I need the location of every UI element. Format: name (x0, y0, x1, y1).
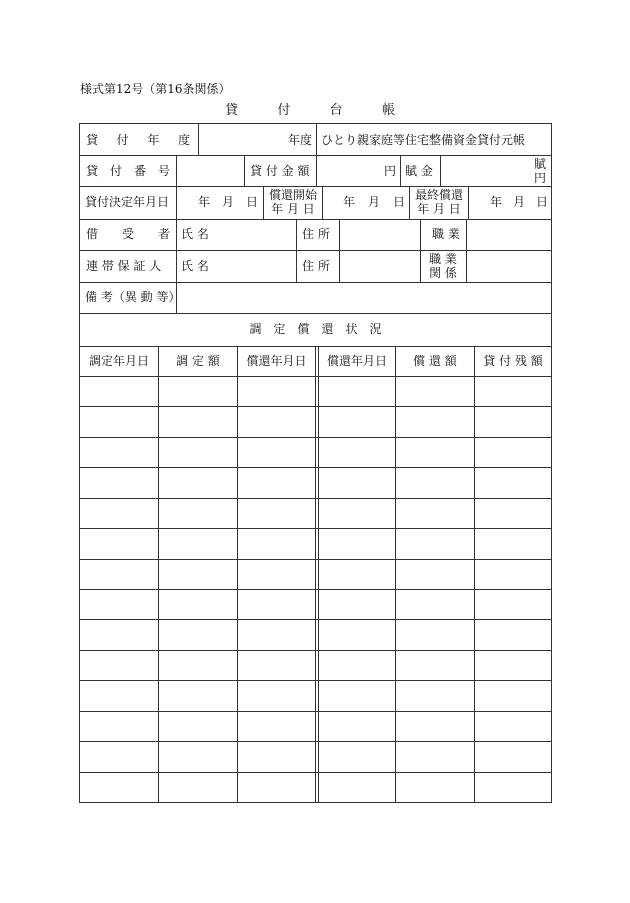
cell-divider (296, 219, 297, 282)
table-row-divider (80, 467, 551, 468)
cell-divider (176, 219, 177, 282)
occupation-label: 職 業 (432, 227, 460, 241)
table-row-divider (80, 589, 551, 590)
installment-label: 賦 金 (405, 164, 433, 178)
table-row-divider (80, 741, 551, 742)
column-divider (318, 346, 319, 802)
row-divider (80, 219, 551, 220)
row-divider (80, 186, 551, 187)
table-row-divider (80, 437, 551, 438)
row-divider (80, 282, 551, 283)
col-header-repay-amount: 償 還 額 (413, 354, 457, 368)
title-char: 付 (277, 103, 291, 118)
cell-divider (440, 155, 441, 186)
table-row-divider (80, 406, 551, 407)
guarantor-label: 連 帯 保 証 人 (86, 259, 162, 273)
cell-divider (466, 219, 467, 282)
col-header-repay-date: 償還年月日 (246, 354, 307, 368)
row-divider (80, 313, 551, 314)
column-divider (474, 346, 475, 802)
column-divider (395, 346, 396, 802)
cell-divider (316, 155, 317, 186)
column-divider (158, 346, 159, 802)
cell-divider (316, 124, 317, 155)
status-section-title: 調 定 償 還 状 況 (249, 322, 382, 336)
year-unit: 年 (343, 195, 356, 209)
year-unit: 年 (198, 195, 211, 209)
table-row-divider (80, 680, 551, 681)
day-unit: 日 (536, 195, 549, 209)
loan-amount-label: 貸 付 金 額 (250, 164, 310, 178)
col-header-repay-date: 償還年月日 (326, 354, 387, 368)
address-label: 住 所 (302, 259, 330, 273)
yen-unit: 円 (383, 164, 396, 178)
remarks-label: 備 考（異 動 等） (85, 290, 181, 304)
loan-ledger-form (79, 123, 552, 803)
ledger-name: ひとり親家庭等住宅整備資金貸付元帳 (321, 133, 526, 147)
day-unit: 日 (393, 195, 406, 209)
name-label: 氏 名 (181, 227, 209, 241)
occupation-relation-label: 職 業 関 係 (429, 252, 457, 280)
year-suffix: 年度 (287, 133, 312, 147)
col-header-assess-amount: 調 定 額 (176, 354, 220, 368)
document-title (225, 99, 395, 118)
col-header-balance: 貸 付 残 額 (483, 354, 543, 368)
month-unit: 月 (368, 195, 381, 209)
cell-divider (244, 155, 245, 186)
cell-divider (322, 186, 323, 219)
title-char: 貸 (225, 103, 239, 118)
address-label: 住 所 (302, 227, 330, 241)
day-unit: 日 (246, 195, 259, 209)
final-repay-label: 最終償還 年 月 日 (414, 188, 463, 216)
table-row-divider (80, 498, 551, 499)
installment-unit: 賦 円 (533, 157, 546, 185)
table-row-divider (80, 559, 551, 560)
year-unit: 年 (490, 195, 503, 209)
decision-date-label: 貸付決定年月日 (85, 195, 170, 209)
title-char: 台 (329, 103, 343, 118)
column-divider (237, 346, 238, 802)
table-row-divider (80, 711, 551, 712)
table-row-divider (80, 528, 551, 529)
cell-divider (176, 155, 177, 186)
month-unit: 月 (222, 195, 235, 209)
cell-divider (468, 186, 469, 219)
title-char: 帳 (381, 103, 395, 118)
cell-divider (400, 155, 401, 186)
loan-number-label: 貸 付 番 号 (86, 164, 170, 178)
table-row-divider (80, 619, 551, 620)
table-row-divider (80, 772, 551, 773)
table-row-divider (80, 650, 551, 651)
col-header-assess-date: 調定年月日 (88, 354, 149, 368)
cell-divider (339, 219, 340, 282)
row-divider (80, 250, 551, 251)
cell-divider (198, 124, 199, 155)
column-divider (315, 346, 316, 802)
form-number-label: 様式第12号（第16条関係） (80, 82, 231, 96)
month-unit: 月 (513, 195, 526, 209)
loan-year-label: 貸 付 年 度 (86, 133, 190, 147)
cell-divider (176, 186, 177, 219)
borrower-label: 借 受 者 (86, 227, 170, 241)
repay-start-label: 償還開始 年 月 日 (268, 188, 317, 216)
name-label: 氏 名 (181, 259, 209, 273)
